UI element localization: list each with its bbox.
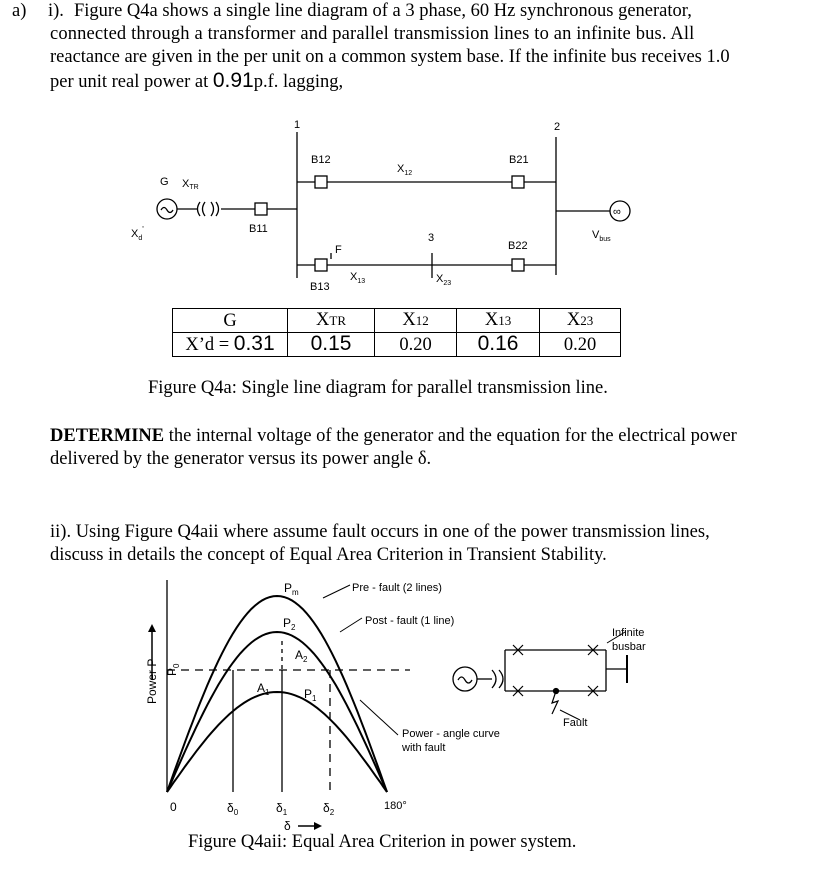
part-ii-line-2: discuss in details the concept of Equal Area Criterion in Transient Stability. <box>50 545 607 565</box>
figure-q4aii-caption: Figure Q4aii: Equal Area Criterion in power system. <box>188 832 577 852</box>
fault-f-label: F <box>335 244 342 256</box>
source-wave-icon <box>458 677 472 683</box>
delta2-label: δ <box>323 801 330 815</box>
b21-label: B21 <box>509 154 529 166</box>
svg-text:A2: $A_2$ <box>295 648 308 664</box>
p2-label: P <box>283 616 292 630</box>
transformer-primary <box>198 202 206 216</box>
pm-label: P <box>284 581 293 595</box>
fault-lightning-icon <box>552 691 558 714</box>
xtr-sub: TR <box>189 184 199 191</box>
reactance-table <box>172 308 621 357</box>
generator-wave-icon <box>161 208 173 213</box>
b13-label: B13 <box>310 281 330 293</box>
x12-sub: 12 <box>404 170 413 177</box>
generator-g-label: G <box>160 176 169 188</box>
node-2-label: 2 <box>554 121 561 133</box>
question-line-2: connected through a transformer and parallel transmission lines to an infinite bus. All <box>50 24 695 44</box>
xd-value-cell: X’d = 0.31 <box>173 333 288 357</box>
svg-text:XTR <box>182 178 199 191</box>
delta-axis-label: δ <box>284 819 291 833</box>
svg-text:Vbus <box>592 229 611 243</box>
xd-main: X <box>131 228 139 240</box>
delta1-label: δ <box>276 801 283 815</box>
svg-text:Pm: $P_m$ <box>284 581 299 597</box>
svg-text:X23 <box>436 273 451 287</box>
table-header-cell: G <box>173 309 288 333</box>
busbar-label: busbar <box>612 641 646 653</box>
origin-label: 0 <box>170 800 177 814</box>
vbus-sub: bus <box>599 236 611 243</box>
question-line-3: reactance are given in the per unit on a common system base. If the infinite bus receives 1.0 <box>50 47 730 67</box>
svg-text:Power P <box>145 659 159 704</box>
x12-main: X <box>397 163 405 175</box>
table-header-cell: X13 <box>457 309 540 333</box>
pre-fault-label: Pre - fault (2 lines) <box>352 582 442 594</box>
during-fault-curve <box>167 692 387 792</box>
p0-label: P <box>165 667 179 676</box>
vbus-main: V <box>592 229 600 241</box>
x23-main: X <box>436 273 444 285</box>
x12-value-cell: 0.20 <box>375 333 457 357</box>
part-i-label: i). <box>48 1 64 21</box>
y-axis-label: Power P <box>145 658 159 704</box>
svg-text:δ2: $\delta_2$ <box>323 801 335 817</box>
x23-sub: 23 <box>443 280 452 287</box>
table-row <box>173 333 621 357</box>
determine-line-2: delivered by the generator versus its power angle δ. <box>50 449 432 469</box>
determine-bold: DETERMINE <box>50 426 165 446</box>
fault-label: Fault <box>563 717 588 729</box>
breaker-b11 <box>255 203 267 215</box>
transformer-secondary <box>211 202 219 216</box>
xd-prime: ' <box>142 225 144 234</box>
table-header-row <box>173 309 621 333</box>
part-ii-line-1: ii). Using Figure Q4aii where assume fault occurs in one of the power transmission lines, <box>50 522 710 542</box>
node-3-label: 3 <box>428 232 435 244</box>
breaker-b21 <box>512 176 524 188</box>
x13-sub: 13 <box>357 278 366 285</box>
part-a-label: a) <box>12 1 27 21</box>
svg-text:P2: $P_2$ <box>283 616 296 632</box>
pre-fault-curve <box>167 596 387 792</box>
svg-text:P1: $P_1$ <box>304 687 317 703</box>
svg-text:X13 <box>350 271 365 285</box>
svg-text:δ1: $\delta_1$ <box>276 801 288 817</box>
mini-transformer <box>492 670 503 688</box>
question-line-1: Figure Q4a shows a single line diagram of a 3 phase, 60 Hz synchronous generator, <box>74 1 692 21</box>
breaker-b22 <box>512 259 524 271</box>
p1-label: P <box>304 687 313 701</box>
question-line-4-post: p.f. lagging, <box>253 72 344 92</box>
svg-text:X12 <box>397 163 412 177</box>
xtr-main: X <box>182 178 190 190</box>
svg-text:A1: $A_1$ <box>257 681 270 697</box>
xd-sub: d <box>138 235 143 242</box>
x13-main: X <box>350 271 358 283</box>
infinite-label: Infinite <box>612 627 645 639</box>
node-1-label: 1 <box>294 119 301 131</box>
figure-q4a-caption: Figure Q4a: Single line diagram for parallel transmission line. <box>148 378 608 398</box>
during-fault-label-1: Power - angle curve <box>402 728 500 740</box>
a2-label: A <box>295 648 304 662</box>
delta-180-label: 180° <box>384 800 407 812</box>
breaker-b13 <box>315 259 327 271</box>
post-fault-label: Post - fault (1 line) <box>365 615 455 627</box>
x13-value-cell: 0.16 <box>457 333 540 357</box>
table-header-cell: X23 <box>540 309 621 333</box>
question-line-4 <box>50 69 343 94</box>
x23-value-cell: 0.20 <box>540 333 621 357</box>
table-header-cell: XTR <box>288 309 375 333</box>
during-fault-label-2: with fault <box>402 742 446 754</box>
svg-text:δ0: $\delta_0$ <box>227 801 239 817</box>
question-line-4-pre: per unit real power at <box>50 72 213 92</box>
b11-label: B11 <box>249 223 268 235</box>
power-factor-value: 0.91 <box>212 69 254 92</box>
b12-label: B12 <box>311 154 331 166</box>
svg-text:Xd' <box>131 225 144 242</box>
table-header-cell: X12 <box>375 309 457 333</box>
a1-label: A <box>257 681 266 695</box>
breaker-b12 <box>315 176 327 188</box>
xtr-value-cell: 0.15 <box>288 333 375 357</box>
equal-area-figure <box>0 570 833 870</box>
b22-label: B22 <box>508 240 528 252</box>
determine-line-1: DETERMINE the internal voltage of the generator and the equation for the electrical power <box>50 426 737 446</box>
post-fault-curve <box>167 632 387 792</box>
single-line-diagram <box>0 110 833 305</box>
delta0-label: δ <box>227 801 234 815</box>
infinity-symbol: ∞ <box>613 206 621 218</box>
svg-text:P0: $P_0$ <box>165 663 181 676</box>
